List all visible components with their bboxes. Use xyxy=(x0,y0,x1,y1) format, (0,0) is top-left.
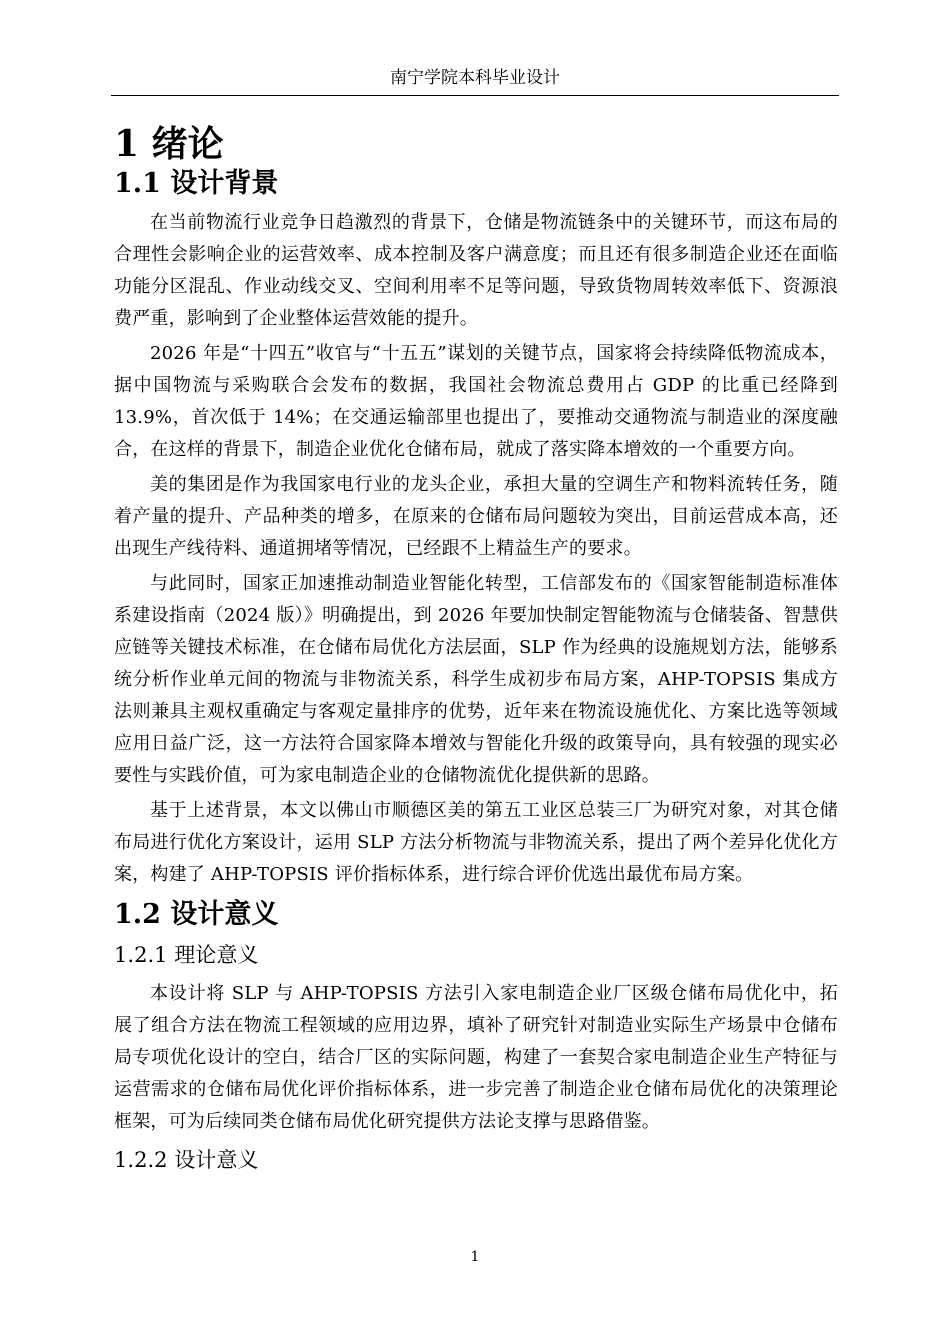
paragraph-background-1: 在当前物流行业竞争日趋激烈的背景下，仓储是物流链条中的关键环节，而这布局的合理性会影响企业的运营效率、成本控制及客户满意度；而且还有很多制造企业还在面临功能分区混乱、作业动线交叉、空间利用率不足等问题，导致货物周转效率低下、资源浪费严重，影响到了企业整体运营效能的提升。 xyxy=(114,212,838,329)
subsection-title-design-significance: 1.2.2 设计意义 xyxy=(114,1147,259,1172)
paragraph-background-3: 美的集团是作为我国家电行业的龙头企业，承担大量的空调生产和物料流转任务，随着产量的提升、产品种类的增多，在原来的仓储布局问题较为突出，目前运营成本高，还出现生产线待料、通道拥堵等情况，已经跟不上精益生产的要求。 xyxy=(114,474,838,559)
paragraph-background-2: 2026 年是“十四五”收官与“十五五”谋划的关键节点，国家将会持续降低物流成本，据中国物流与采购联合会发布的数据，我国社会物流总费用占 GDP 的比重已经降到 13.9%，首次低于 14%；在交通运输部里也提出了，要推动交通物流与制造业的深度融合，在这样的背景下，制造企业优化仓储布局，就成了落实降本增效的一个重要方向。 xyxy=(114,343,838,460)
paragraph-background-4: 与此同时，国家正加速推动制造业智能化转型，工信部发布的《国家智能制造标准体系建设指南（2024 版）》明确提出，到 2026 年要加快制定智能物流与仓储装备、智慧供应链等关键技术标准，在仓储布局优化方法层面，SLP 作为经典的设施规划方法，能够系统分析作业单元间的物流与非物流关系，科学生成初步布局方案，AHP-TOPSIS 集成方法则兼具主观权重确定与客观定量排序的优势，近年来在物流设施优化、方案比选等领域应用日益广泛，这一方法符合国家降本增效与智能化升级的政策导向，具有较强的现实必要性与实践价值，可为家电制造企业的仓储物流优化提供新的思路。 xyxy=(114,573,838,786)
subsection-title-theoretical-significance: 1.2.1 理论意义 xyxy=(114,942,259,967)
document-body xyxy=(114,124,838,1180)
paragraph-theoretical-significance: 本设计将 SLP 与 AHP-TOPSIS 方法引入家电制造企业厂区级仓储布局优化中，拓展了组合方法在物流工程领域的应用边界，填补了研究针对制造业实际生产场景中仓储布局专项优化设计的空白，结合厂区的实际问题，构建了一套契合家电制造企业生产特征与运营需求的仓储布局优化评价指标体系，进一步完善了制造企业仓储布局优化的决策理论框架，可为后续同类仓储布局优化研究提供方法论支撑与思路借鉴。 xyxy=(114,983,838,1132)
section-title-design-background: 1.1 设计背景 xyxy=(114,168,279,199)
header-divider xyxy=(111,95,839,96)
page-number: 1 xyxy=(470,1249,480,1265)
paragraph-background-5: 基于上述背景，本文以佛山市顺德区美的第五工业区总装三厂为研究对象，对其仓储布局进行优化方案设计，运用 SLP 方法分析物流与非物流关系，提出了两个差异化优化方案，构建了 AHP-TOPSIS 评价指标体系，进行综合评价优选出最优布局方案。 xyxy=(114,800,838,885)
page-header-title: 南宁学院本科毕业设计 xyxy=(390,68,560,88)
chapter-title: 1 绪论 xyxy=(114,123,224,165)
section-title-design-significance: 1.2 设计意义 xyxy=(114,899,279,930)
